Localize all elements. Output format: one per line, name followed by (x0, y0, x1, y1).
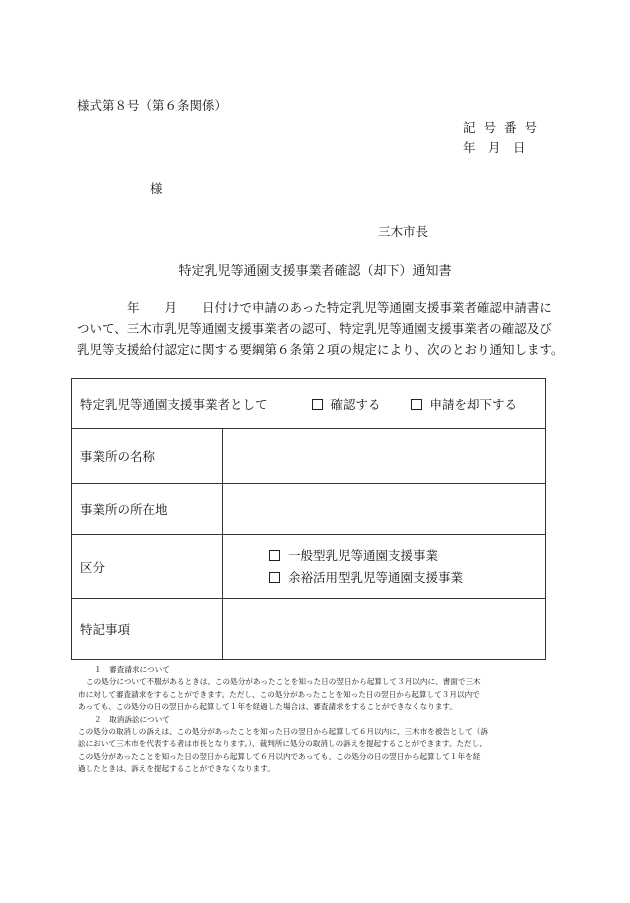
facility-address-field[interactable] (223, 484, 546, 535)
notice-body-line: ついて、三木市乳児等通園支援事業者の認可、特定乳児等通園支援事業者の確認及び (77, 321, 552, 336)
checkbox-icon[interactable] (411, 399, 422, 410)
category-option-label: 一般型乳児等通園支援事業 (288, 547, 439, 563)
issuer-name: 三木市長 (378, 224, 429, 239)
table-row (72, 484, 546, 535)
document-number-label: 記号番号 (463, 120, 546, 135)
decision-label: 特定乳児等通園支援事業者として (80, 396, 268, 412)
decision-cell (72, 379, 546, 429)
notes-line: この処分があったことを知った日の翌日から起算して６月以内であっても、この処分の日の翌日から起算して１年を経 (78, 751, 481, 761)
addressee-suffix: 様 (150, 181, 163, 196)
notes-line: 市に対して審査請求をすることができます。ただし、この処分があったことを知った日の翌日から起算して３月以内で (78, 689, 480, 699)
notes-line: この処分について不服があるときは、この処分があったことを知った日の翌日から起算して３月以内に、書面で三木 (86, 677, 481, 687)
category-option-general[interactable] (231, 545, 545, 567)
legal-notes (78, 664, 558, 776)
notes-heading: １ 審査請求について (94, 665, 170, 674)
checkbox-icon[interactable] (269, 572, 280, 583)
facility-name-label: 事業所の名称 (72, 429, 223, 484)
table-row (72, 429, 546, 484)
table-row (72, 599, 546, 660)
form-number: 様式第８号（第６条関係） (77, 98, 228, 113)
notes-line: あっても、この処分の日の翌日から起算して１年を経過した場合は、審査請求をすることができなくなります。 (78, 702, 457, 712)
confirm-option[interactable] (312, 397, 381, 412)
document-title: 特定乳児等通園支援事業者確認（却下）通知書 (178, 264, 452, 279)
checkbox-icon[interactable] (269, 550, 280, 561)
checkbox-icon[interactable] (312, 399, 323, 410)
notes-line: 過したときは、訴えを提起することができなくなります。 (78, 764, 275, 774)
document-date-label: 年 月 日 (463, 140, 526, 155)
table-row (72, 535, 546, 599)
facility-name-field[interactable] (223, 429, 546, 484)
remarks-field[interactable] (223, 599, 546, 660)
reject-option[interactable] (411, 397, 518, 412)
remarks-label: 特記事項 (72, 599, 223, 660)
notes-heading: ２ 取消訴訟について (94, 714, 170, 724)
category-option-label: 余裕活用型乳児等通園支援事業 (288, 569, 464, 585)
reject-option-label: 申請を却下する (429, 396, 518, 412)
category-label: 区分 (72, 535, 223, 599)
notice-body-line: 乳児等支援給付認定に関する要綱第６条第２項の規定により、次のとおり通知します。 (77, 342, 564, 357)
category-option-surplus[interactable] (231, 567, 545, 589)
category-options (223, 535, 546, 599)
confirm-option-label: 確認する (330, 396, 381, 412)
notice-body (77, 297, 565, 360)
table-row (72, 379, 546, 429)
notice-table (71, 378, 546, 660)
facility-address-label: 事業所の所在地 (72, 484, 223, 535)
notice-body-line: 年 月 日付けで申請のあった特定乳児等通園支援事業者確認申請書に (127, 300, 552, 315)
notes-line: この処分の取消しの訴えは、この処分があったことを知った日の翌日から起算して６月以内に、三木市を被告として（訴 (78, 727, 488, 737)
notes-line: 訟において三木市を代表する者は市長となります。）、裁判所に処分の取消しの訴えを提起することができます。ただし、 (78, 739, 487, 749)
